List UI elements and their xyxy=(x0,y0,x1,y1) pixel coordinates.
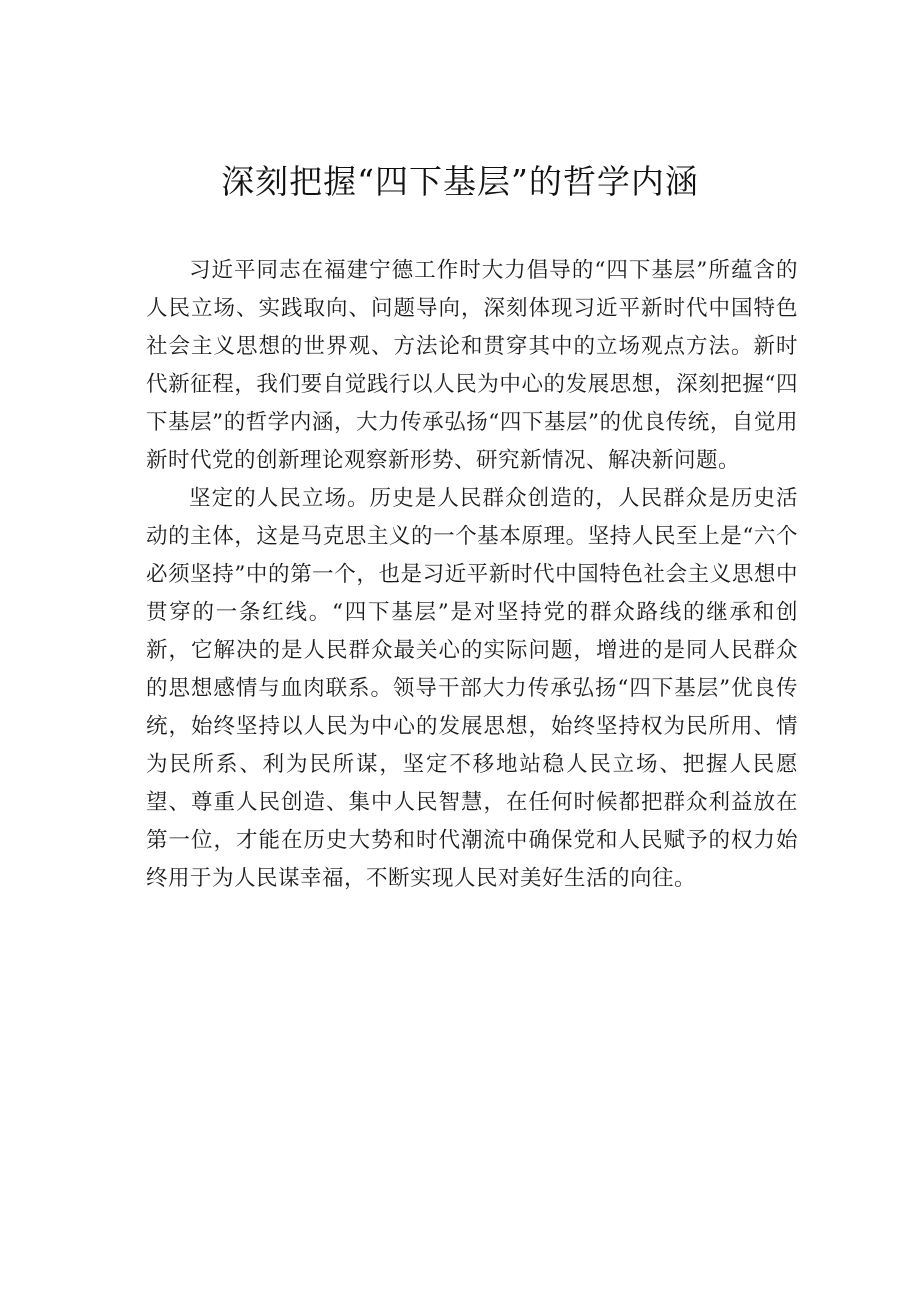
paragraph-people-stance: 坚定的人民立场。历史是人民群众创造的，人民群众是历史活动的主体，这是马克思主义的一个基本原理。坚持人民至上是“六个必须坚持”中的第一个，也是习近平新时代中国特色社会主义思想中贯穿的一条红线。“四下基层”是对坚持党的群众路线的继承和创新，它解决的是人民群众最关心的实际问题，增进的是同人民群众的思想感情与血肉联系。领导干部大力传承弘扬“四下基层”优良传统，始终坚持以人民为中心的发展思想，始终坚持权为民所用、情为民所系、利为民所谋，坚定不移地站稳人民立场、把握人民愿望、尊重人民创造、集中人民智慧，在任何时候都把群众利益放在第一位，才能在历史大势和时代潮流中确保党和人民赋予的权力始终用于为人民谋幸福，不断实现人民对美好生活的向往。 xyxy=(146,486,798,891)
paragraph-intro: 习近平同志在福建宁德工作时大力倡导的“四下基层”所蕴含的人民立场、实践取向、问题导向，深刻体现习近平新时代中国特色社会主义思想的世界观、方法论和贯穿其中的立场观点方法。新时代新征程，我们要自觉践行以人民为中心的发展思想，深刻把握“四下基层”的哲学内涵，大力传承弘扬“四下基层”的优良传统，自觉用新时代党的创新理论观察新形势、研究新情况、解决新问题。 xyxy=(146,258,798,473)
document-title: 深刻把握“四下基层”的哲学内涵 xyxy=(221,162,699,201)
document-body xyxy=(146,252,798,898)
